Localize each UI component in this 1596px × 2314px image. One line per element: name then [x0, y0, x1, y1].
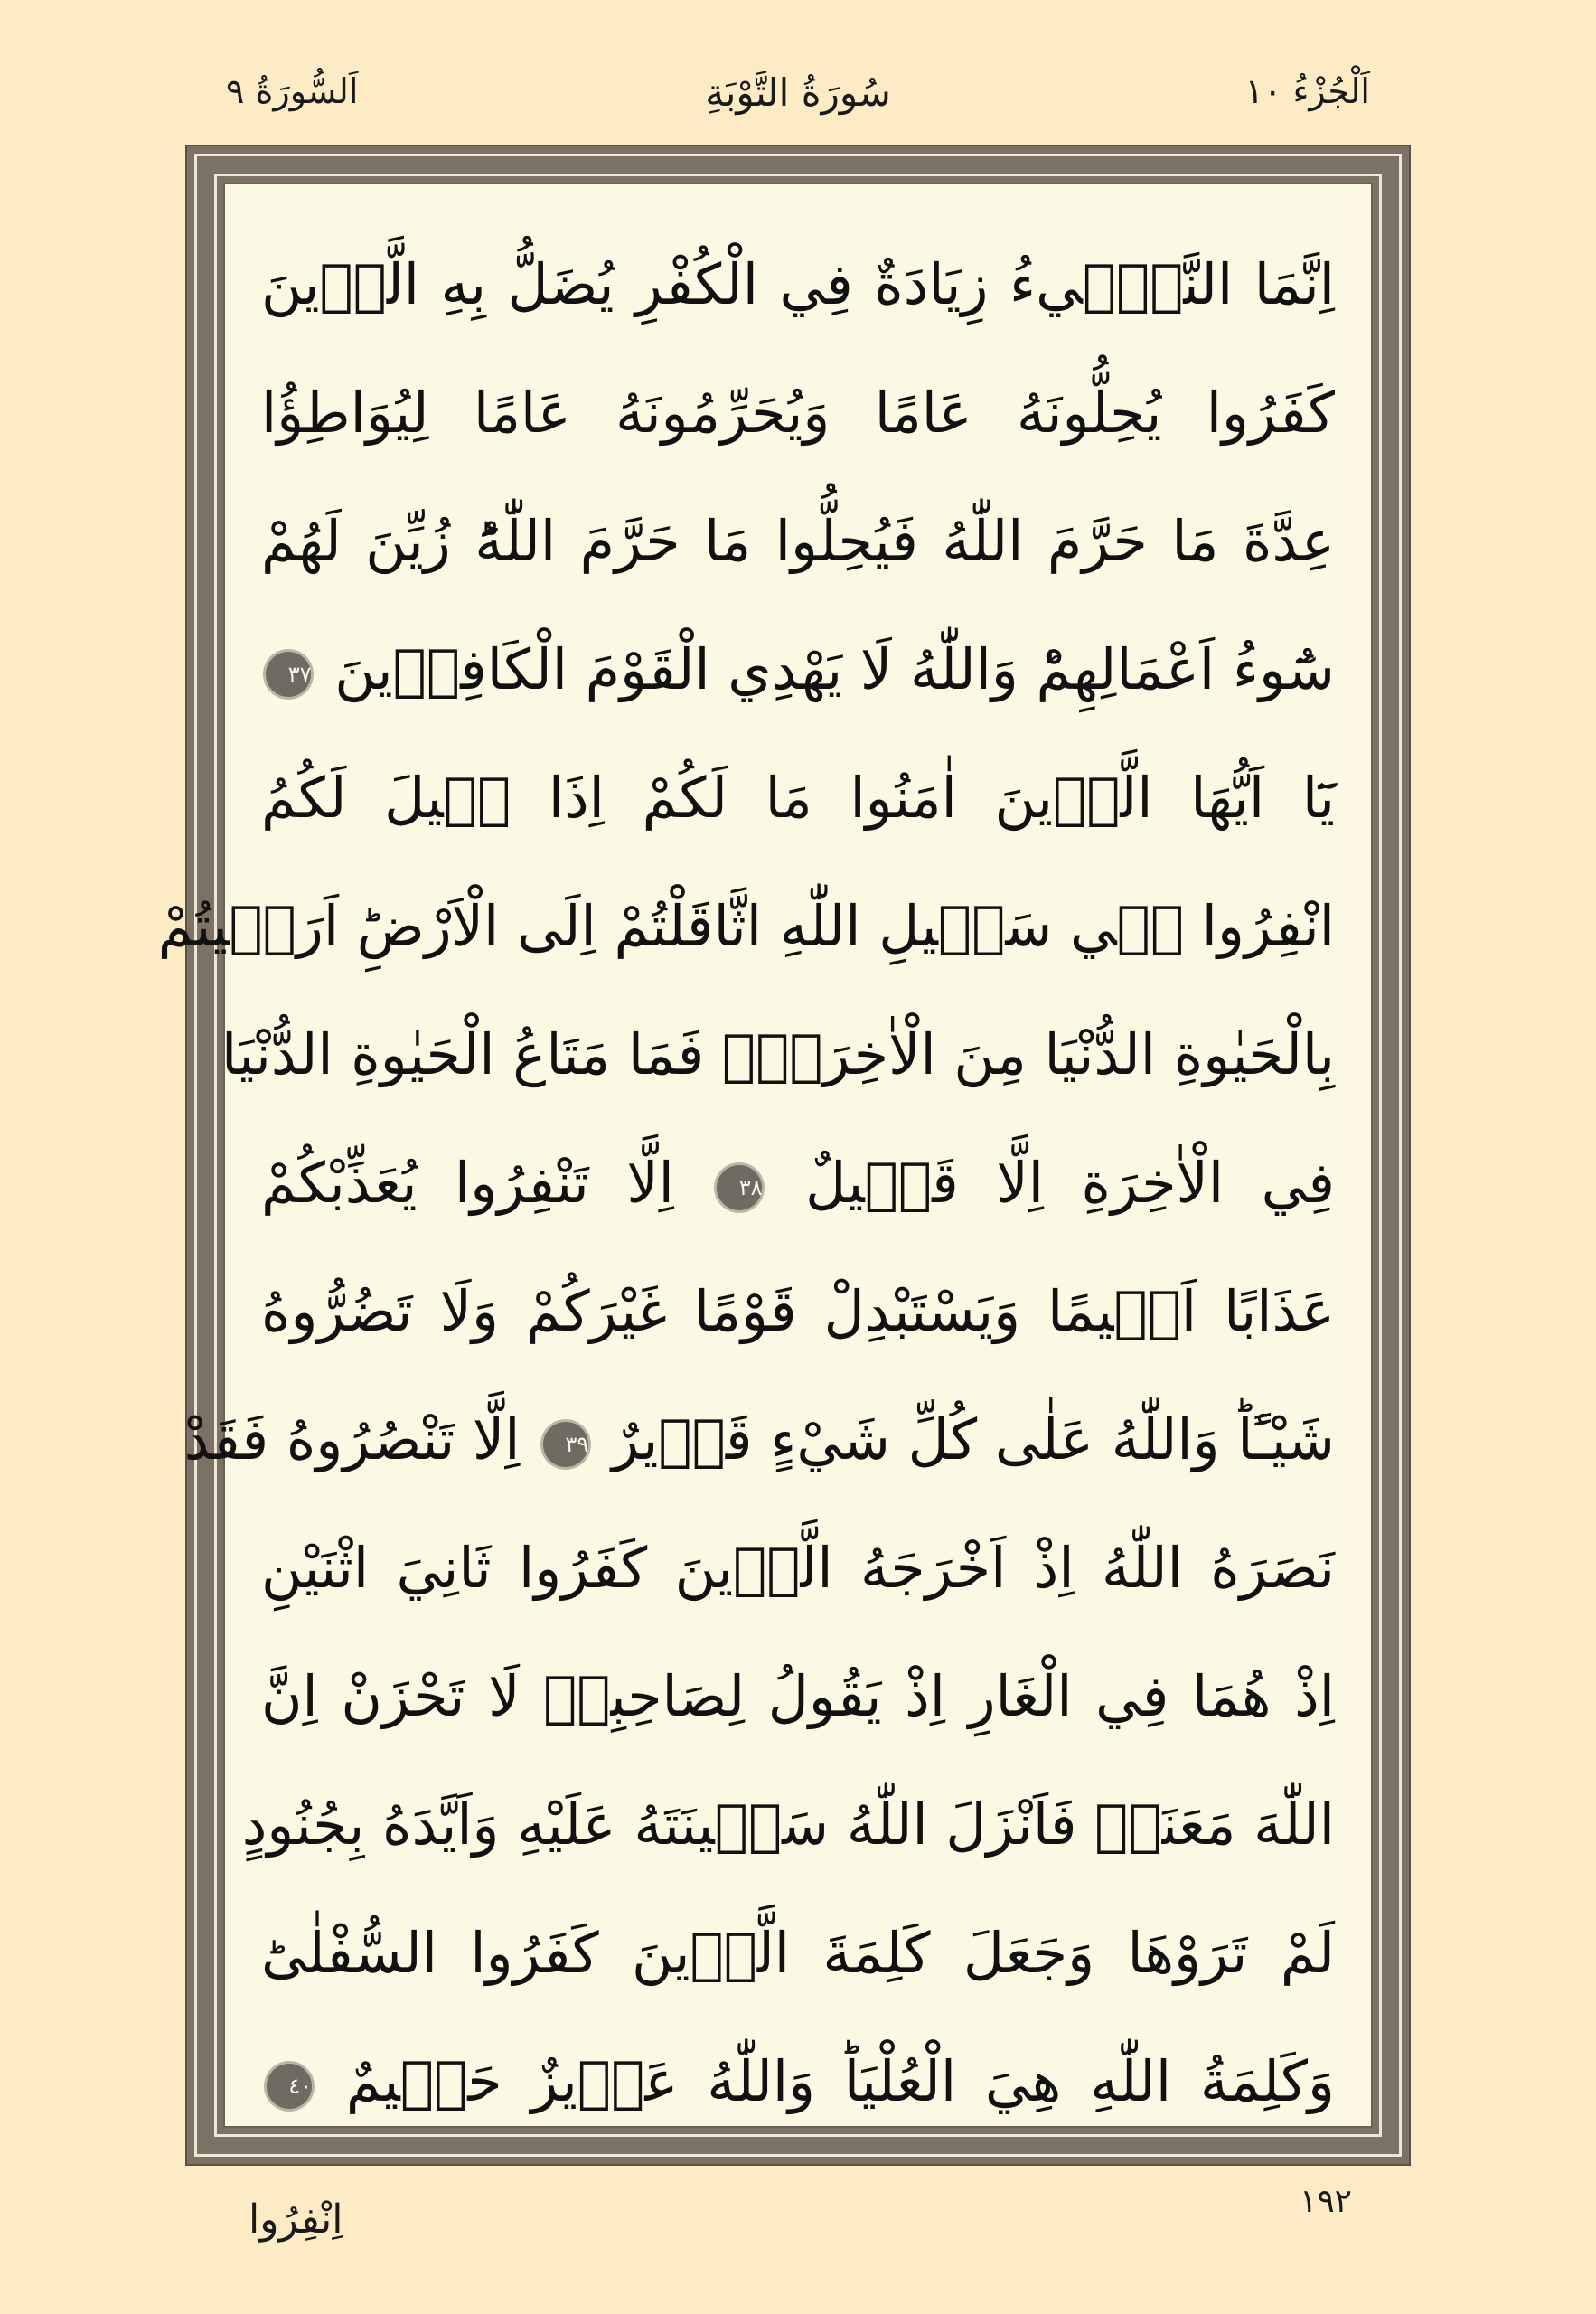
ayah-marker-37: ٣٧ — [266, 652, 311, 697]
verse-lines — [157, 221, 1335, 2146]
verse-line: شَيْـًٔاؕ وَاللّٰهُ عَلٰى كُلِّ شَيْءٍ قَدٖيرٌ ٣٩ اِلَّا تَنْصُرُوهُ فَقَدْ — [183, 1406, 1335, 1472]
verse-line: وَكَلِمَةُ اللّٰهِ هِيَ الْعُلْيَاؕ وَاللّٰهُ عَزٖيزٌ حَكٖيمٌ ٤٠ — [261, 2018, 1335, 2146]
verse-line: عَذَابًا اَلٖيمًا وَيَسْتَبْدِلْ قَوْمًا غَيْرَكُمْ وَلَا تَضُرُّوهُ — [261, 1278, 1335, 1344]
verse-line: نَصَرَهُ اللّٰهُ اِذْ اَخْرَجَهُ الَّذٖينَ كَفَرُوا ثَانِيَ اثْنَيْنِ — [261, 1535, 1335, 1601]
verse-line: عِدَّةَ مَا حَرَّمَ اللّٰهُ فَيُحِلُّوا مَا حَرَّمَ اللّٰهُؕ زُيِّنَ لَهُمْ — [261, 508, 1335, 574]
ayah-marker-40: ٤٠ — [267, 2064, 312, 2109]
juz-label: اَلْجُزْءُ ١٠ — [1244, 71, 1370, 111]
surah-title: سُورَةُ التَّوْبَةِ — [705, 71, 891, 115]
verse-line: اِذْ هُمَا فِي الْغَارِ اِذْ يَقُولُ لِصَاحِبِهٖ لَا تَحْزَنْ اِنَّ — [261, 1663, 1335, 1729]
verse-line: يَٓا اَيُّهَا الَّذٖينَ اٰمَنُوا مَا لَكُمْ اِذَا قٖيلَ لَكُمُ — [261, 765, 1335, 831]
text-panel — [157, 183, 1373, 2128]
verse-line: بِالْحَيٰوةِ الدُّنْيَا مِنَ الْاٰخِرَةِۚ فَمَا مَتَاعُ الْحَيٰوةِ الدُّنْيَا — [221, 1021, 1335, 1087]
surah-number-label: اَلسُّورَةُ ٩ — [226, 71, 359, 111]
verse-line: انْفِرُوا فٖي سَبٖيلِ اللّٰهِ اثَّاقَلْتُمْ اِلَى الْاَرْضِؕ اَرَضٖيتُمْ — [157, 893, 1335, 959]
verse-line: فِي الْاٰخِرَةِ اِلَّا قَلٖيلٌ ٣٨ اِلَّا تَنْفِرُوا يُعَذِّبْكُمْ — [261, 1150, 1335, 1216]
verse-line: اِنَّمَا النَّسٖٓيءُ زِيَادَةٌ فِي الْكُفْرِ يُضَلُّ بِهِ الَّذٖينَ — [261, 251, 1335, 317]
verse-line: لَمْ تَرَوْهَا وَجَعَلَ كَلِمَةَ الَّذٖينَ كَفَرُوا السُّفْلٰىؕ — [261, 1920, 1335, 1986]
ayah-marker-38: ٣٨ — [717, 1165, 762, 1210]
verse-line: اللّٰهَ مَعَنَاۚ فَاَنْزَلَ اللّٰهُ سَكٖينَتَهُ عَلَيْهِ وَاَيَّدَهُ بِجُنُودٍ — [241, 1792, 1335, 1858]
page-number: ١٩٢ — [1299, 2183, 1352, 2220]
ayah-marker-39: ٣٩ — [543, 1422, 588, 1467]
page-frame — [157, 145, 1411, 2166]
catchword: اِنْفِرُوا — [249, 2196, 343, 2243]
page-header — [0, 63, 1596, 136]
verse-line: كَفَرُوا يُحِلُّونَهُ عَامًا وَيُحَرِّمُونَهُ عَامًا لِيُوَاطِؤُا — [261, 380, 1335, 446]
verse-line: سُٓوءُ اَعْمَالِهِمْؕ وَاللّٰهُ لَا يَهْدِي الْقَوْمَ الْكَافِرٖينَ ٣٧ — [261, 606, 1335, 734]
